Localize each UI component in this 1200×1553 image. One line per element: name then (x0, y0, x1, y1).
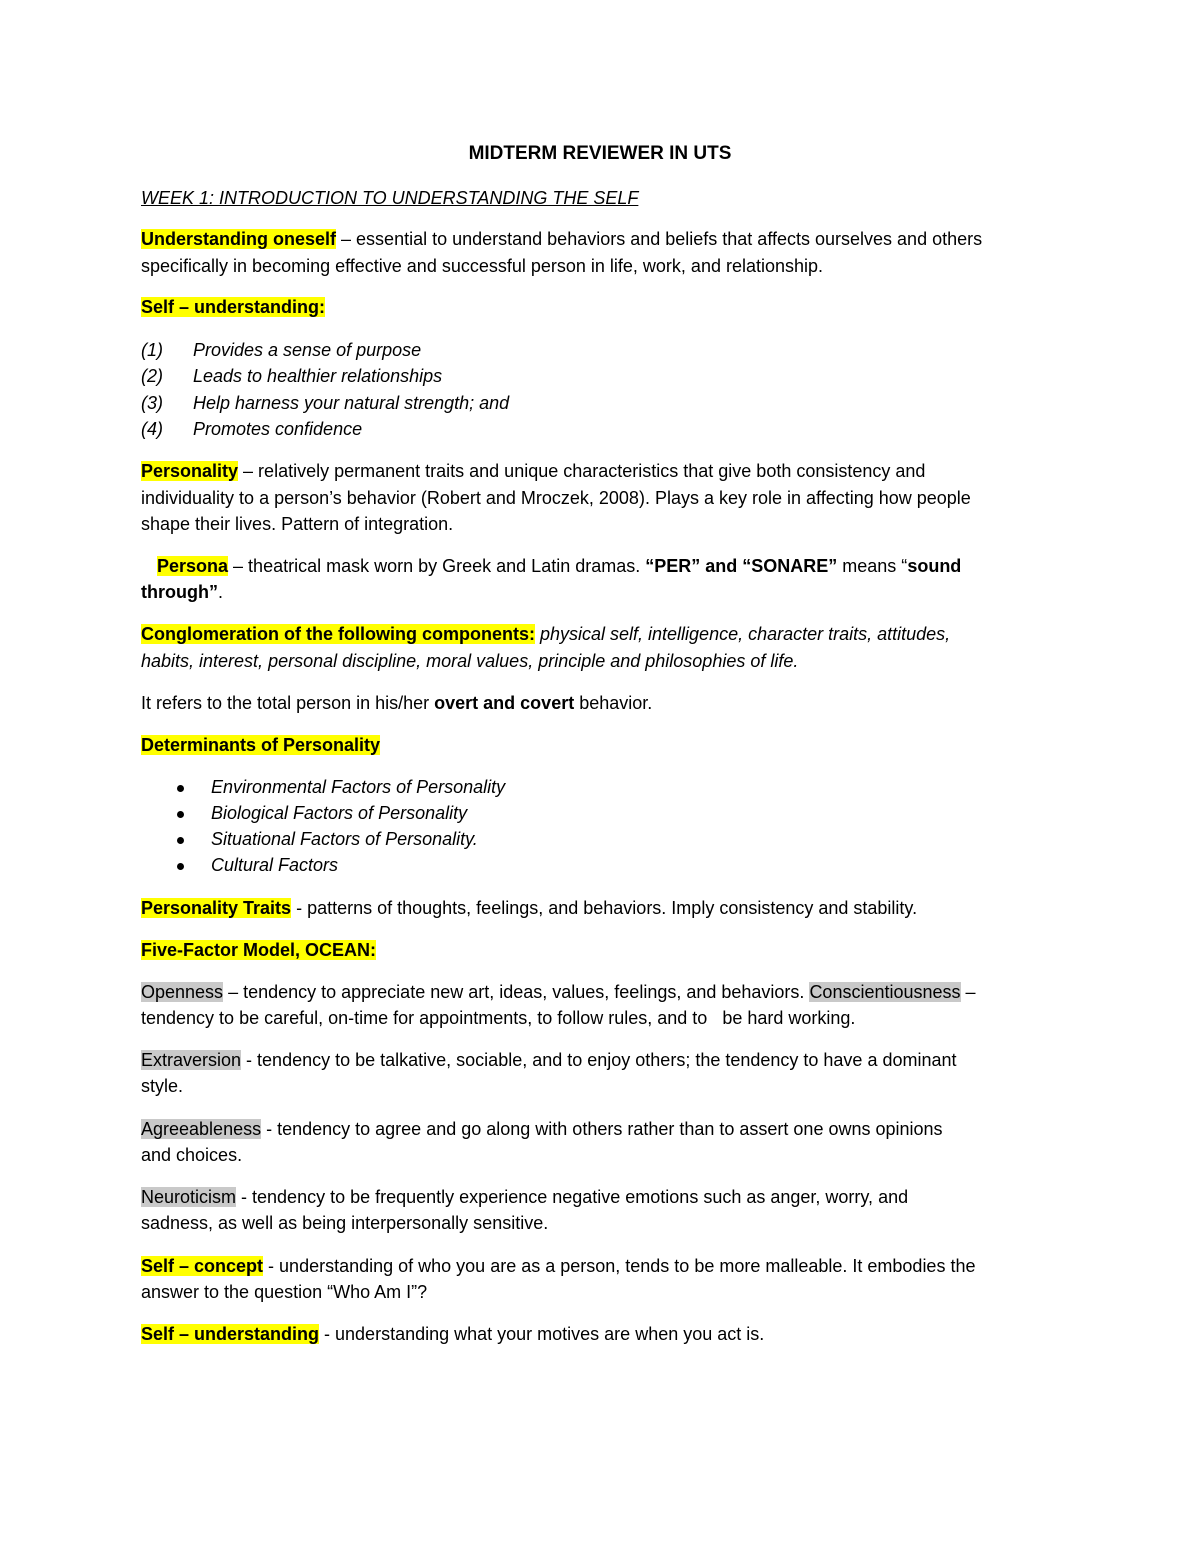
definition-text: - patterns of thoughts, feelings, and behaviors. Imply consistency and stability. (291, 898, 918, 918)
term-conglomeration: Conglomeration of the following components: (141, 624, 535, 644)
document-title: MIDTERM REVIEWER IN UTS (468, 143, 732, 164)
list-text: Situational Factors of Personality. (211, 829, 478, 849)
conglomeration-line-1 (141, 624, 1071, 645)
list-text: Provides a sense of purpose (193, 340, 422, 360)
personality-line-3: shape their lives. Pattern of integration. (141, 514, 454, 534)
bullet-icon (177, 863, 184, 870)
definition-text: - tendency to be frequently experience negative emotions such as anger, worry, and (236, 1187, 909, 1207)
term-conscientiousness: Conscientiousness (809, 982, 961, 1002)
self-understanding-heading (141, 297, 1071, 318)
definition-text: . (217, 582, 223, 602)
purpose-item (141, 366, 1071, 387)
agreeableness-line-2: and choices. (141, 1145, 243, 1165)
definition-text: – tendency to appreciate new art, ideas, values, feelings, and behaviors. (223, 982, 810, 1002)
term-self-understanding: Self – understanding: (141, 297, 326, 317)
bold-text: through” (141, 582, 218, 602)
term-persona: Persona (157, 556, 229, 576)
personality-traits-line (141, 898, 1071, 919)
list-text: Cultural Factors (211, 855, 339, 875)
extraversion-line-1 (141, 1050, 1071, 1071)
bullet-icon (177, 837, 184, 844)
body-text: It refers to the total person in his/her (141, 693, 435, 713)
bullet-icon (177, 785, 184, 792)
list-text: Environmental Factors of Personality (211, 777, 506, 797)
term-extraversion: Extraversion (141, 1050, 242, 1070)
self-concept-line-2: answer to the question “Who Am I”? (141, 1282, 428, 1302)
term-determinants: Determinants of Personality (141, 735, 381, 755)
personality-line-1 (141, 461, 1071, 482)
determinant-item (141, 829, 1071, 850)
definition-text: – essential to understand behaviors and beliefs that affects ourselves and others (336, 229, 983, 249)
openness-line-2: tendency to be careful, on-time for appointments, to follow rules, and to be hard working. (141, 1008, 856, 1028)
purpose-item (141, 393, 1071, 414)
term-agreeableness: Agreeableness (141, 1119, 262, 1139)
understanding-oneself-line-2: specifically in becoming effective and successful person in life, work, and relationship. (141, 256, 824, 276)
agreeableness-line-1 (141, 1119, 1071, 1140)
list-text: Promotes confidence (193, 419, 363, 439)
definition-text: physical self, intelligence, character traits, attitudes, (534, 624, 951, 644)
definition-text: – theatrical mask worn by Greek and Latin dramas. (228, 556, 646, 576)
week-heading: WEEK 1: INTRODUCTION TO UNDERSTANDING THE SELF (141, 188, 639, 208)
definition-text: - tendency to agree and go along with others rather than to assert one owns opinions (261, 1119, 943, 1139)
self-concept-line-1 (141, 1256, 1071, 1277)
bullet-icon (177, 811, 184, 818)
neuroticism-line-2: sadness, as well as being interpersonally sensitive. (141, 1213, 549, 1233)
determinant-item (141, 777, 1071, 798)
determinants-heading (141, 735, 1071, 756)
definition-text: - understanding of who you are as a person, tends to be more malleable. It embodies the (263, 1256, 976, 1276)
list-number: (2) (141, 366, 163, 386)
understanding-oneself-line-1 (141, 229, 1071, 250)
term-self-understanding: Self – understanding (141, 1324, 320, 1344)
definition-text: – relatively permanent traits and unique characteristics that give both consistency and (238, 461, 926, 481)
personality-line-2: individuality to a person’s behavior (Robert and Mroczek, 2008). Plays a key role in affecting how people (141, 488, 971, 508)
term-openness: Openness (141, 982, 224, 1002)
ocean-heading (141, 940, 1071, 961)
overt-covert-line (141, 693, 1071, 714)
list-number: (3) (141, 393, 163, 413)
definition-text: - understanding what your motives are when you act is. (319, 1324, 765, 1344)
list-text: Biological Factors of Personality (211, 803, 468, 823)
list-number: (4) (141, 419, 163, 439)
body-text: behavior. (574, 693, 653, 713)
persona-line-1 (141, 556, 1087, 577)
term-understanding-oneself: Understanding oneself (141, 229, 337, 249)
definition-text: – (960, 982, 976, 1002)
list-text: Leads to healthier relationships (193, 366, 443, 386)
extraversion-line-2: style. (141, 1076, 184, 1096)
term-personality: Personality (141, 461, 239, 481)
term-ocean: Five-Factor Model, OCEAN: (141, 940, 377, 960)
neuroticism-line-1 (141, 1187, 1071, 1208)
determinant-item (141, 855, 1071, 876)
list-number: (1) (141, 340, 163, 360)
definition-text: - tendency to be talkative, sociable, and to enjoy others; the tendency to have a dominant (241, 1050, 957, 1070)
determinant-item (141, 803, 1071, 824)
term-neuroticism: Neuroticism (141, 1187, 237, 1207)
self-understanding-line (141, 1324, 1071, 1345)
bold-text: “PER” and “SONARE” (645, 556, 838, 576)
purpose-item (141, 419, 1071, 440)
bold-text: overt and covert (434, 693, 575, 713)
term-personality-traits: Personality Traits (141, 898, 292, 918)
purpose-item (141, 340, 1071, 361)
term-self-concept: Self – concept (141, 1256, 264, 1276)
conglomeration-line-2: habits, interest, personal discipline, moral values, principle and philosophies of life. (141, 651, 799, 671)
list-text: Help harness your natural strength; and (193, 393, 510, 413)
persona-line-2 (141, 582, 1071, 603)
definition-text: means “ (837, 556, 908, 576)
openness-line-1 (141, 982, 1071, 1003)
bold-text: sound (907, 556, 962, 576)
